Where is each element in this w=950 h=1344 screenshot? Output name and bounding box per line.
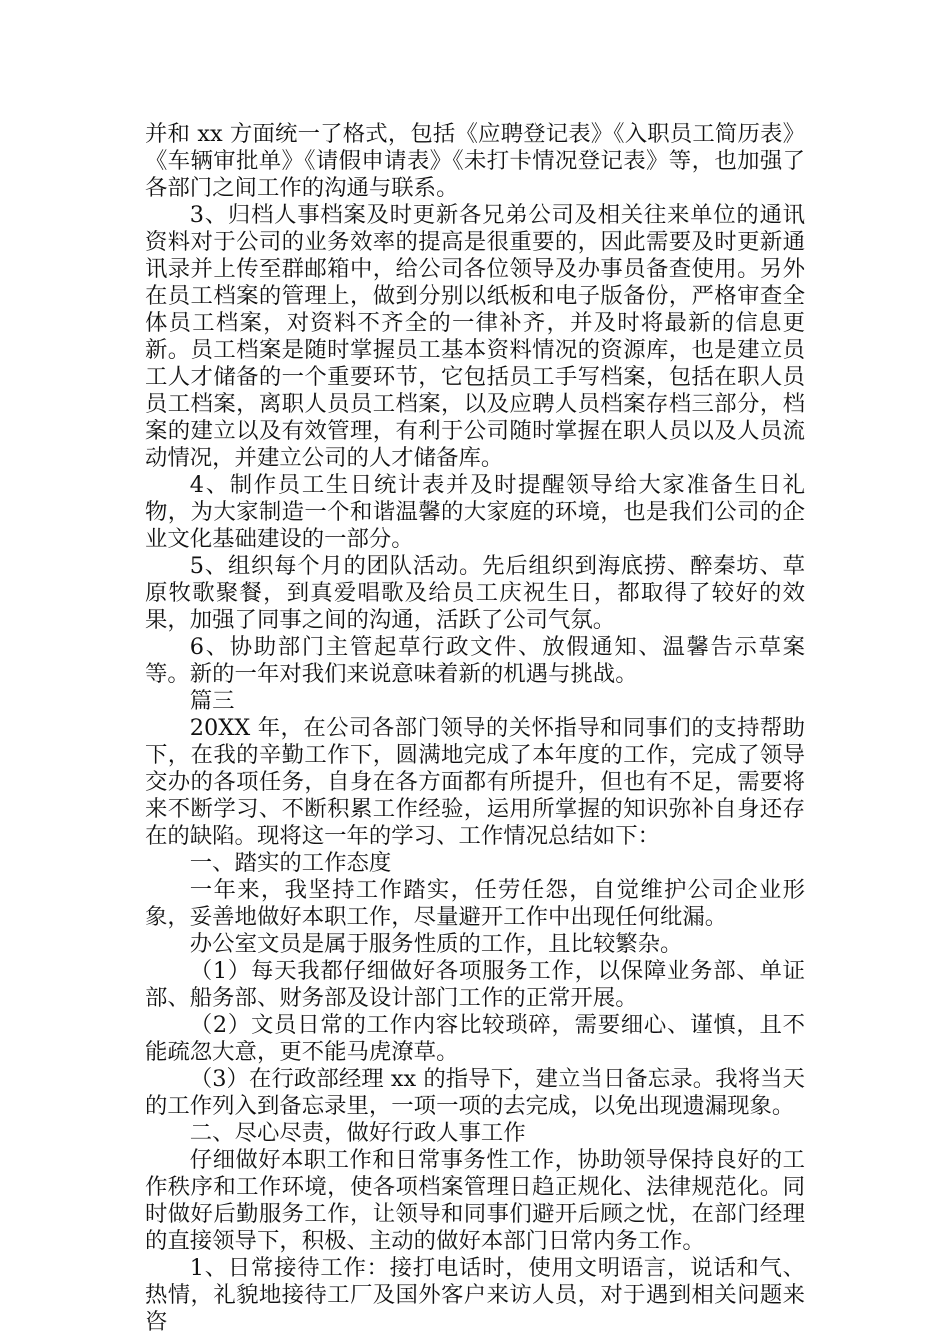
list-item: （3）在行政部经理 xx 的指导下，建立当日备忘录。我将当天的工作列入到备忘录里，一项一项的去完成，以免出现遗漏现象。 [145,1066,805,1119]
paragraph: 6、协助部门主管起草行政文件、放假通知、温馨告示草案等。新的一年对我们来说意味着新的机遇与挑战。 [145,634,805,687]
subsection-heading: 二、尽心尽责，做好行政人事工作 [189,1120,526,1146]
list-item: （1）每天我都仔细做好各项服务工作，以保障业务部、单证部、船务部、财务部及设计部门工作的正常开展。 [145,958,805,1011]
paragraph: 1、日常接待工作：接打电话时，使用文明语言，说话和气、热情，礼貌地接待工厂及国外客户来访人员，对于遇到相关问题来咨 [145,1255,805,1335]
paragraph: 4、制作员工生日统计表并及时提醒领导给大家准备生日礼物，为大家制造一个和谐温馨的大家庭的环境，也是我们公司的企业文化基础建设的一部分。 [145,472,805,552]
list-item: （2）文员日常的工作内容比较琐碎，需要细心、谨慎，且不能疏忽大意，更不能马虎潦草。 [145,1012,805,1065]
document-body [145,121,805,1336]
paragraph: 一年来，我坚持工作踏实，任劳任怨，自觉维护公司企业形象，妥善地做好本职工作，尽量避开工作中出现任何纰漏。 [145,877,805,930]
paragraph: 5、组织每个月的团队活动。先后组织到海底捞、醉秦坊、草原牧歌聚餐，到真爱唱歌及给员工庆祝生日，都取得了较好的效果，加强了同事之间的沟通，活跃了公司气氛。 [145,553,805,633]
paragraph: 仔细做好本职工作和日常事务性工作，协助领导保持良好的工作秩序和工作环境，使各项档案管理日趋正规化、法律规范化。同时做好后勤服务工作，让领导和同事们避开后顾之忧，在部门经理的直接领导下，积极、主动的做好本部门日常内务工作。 [145,1147,805,1254]
paragraph: 办公室文员是属于服务性质的工作，且比较繁杂。 [189,931,683,957]
subsection-heading: 一、踏实的工作态度 [189,850,392,876]
paragraph: 20XX 年，在公司各部门领导的关怀指导和同事们的支持帮助下，在我的辛勤工作下，圆满地完成了本年度的工作，完成了领导交办的各项任务，自身在各方面都有所提升，但也有不足，需要将来不断学习、不断积累工作经验，运用所掌握的知识弥补自身还存在的缺陷。现将这一年的学习、工作情况总结如下： [145,715,805,849]
paragraph: 3、归档人事档案及时更新各兄弟公司及相关往来单位的通讯资料对于公司的业务效率的提高是很重要的，因此需要及时更新通讯录并上传至群邮箱中，给公司各位领导及办事员备查使用。另外在员工档案的管理上，做到分别以纸板和电子版备份，严格审查全体员工档案，对资料不齐全的一律补齐，并及时将最新的信息更新。员工档案是随时掌握员工基本资料情况的资源库，也是建立员工人才储备的一个重要环节，它包括员工手写档案，包括在职人员员工档案，离职人员员工档案，以及应聘人员档案存档三部分，档案的建立以及有效管理，有利于公司随时掌握在职人员以及人员流动情况，并建立公司的人才储备库。 [145,202,805,471]
section-heading: 篇三 [189,688,235,714]
paragraph: 并和 xx 方面统一了格式，包括《应聘登记表》《入职员工简历表》《车辆审批单》《请假申请表》《未打卡情况登记表》等，也加强了各部门之间工作的沟通与联系。 [145,121,805,201]
